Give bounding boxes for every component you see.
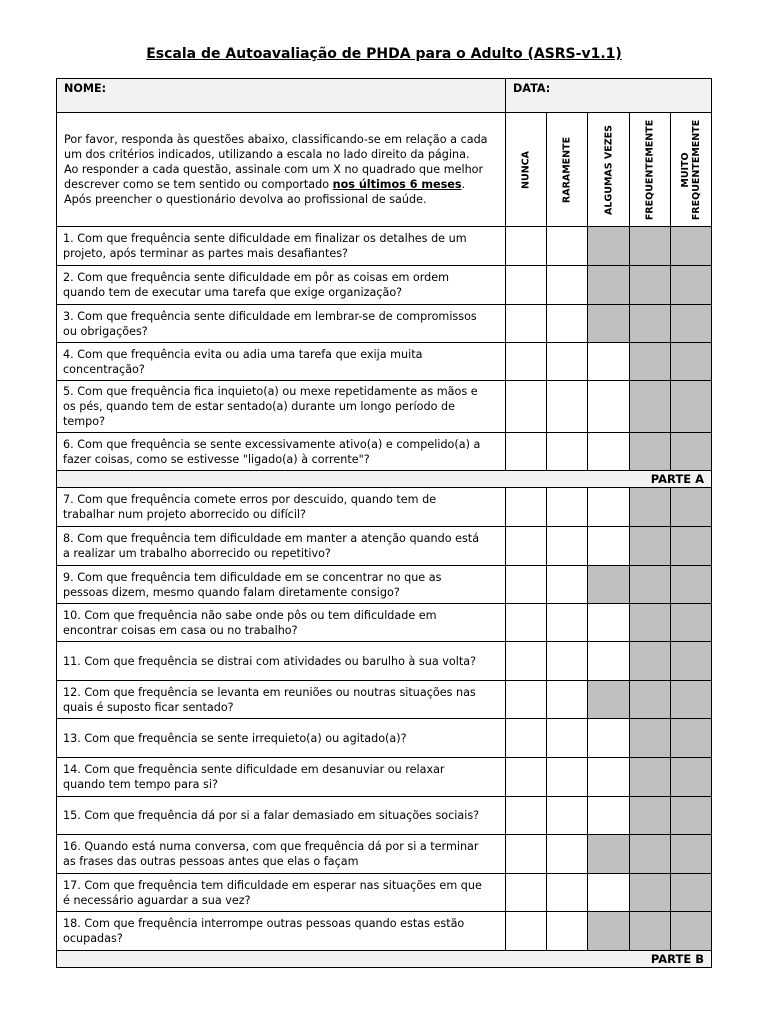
scale-header [506, 113, 547, 227]
scale-label: ALGUMAS VEZES [603, 124, 614, 215]
answer-box[interactable] [547, 566, 588, 604]
question-line: fazer coisas, como se estivesse "ligado(a) à corrente"? [63, 452, 370, 466]
period-emphasis: nos últimos 6 meses [332, 178, 462, 191]
scale-label: MUITO [680, 151, 691, 188]
answer-box[interactable] [588, 758, 630, 797]
part-label: PARTE A [57, 471, 712, 488]
answer-box-shaded[interactable] [630, 566, 671, 604]
question-text [57, 642, 506, 681]
answer-box-shaded[interactable] [630, 681, 671, 719]
question-line: 17. Com que frequência tem dificuldade em esperar nas situações em que [63, 878, 482, 892]
question-text [57, 912, 506, 951]
instructions-line: Por favor, responda às questões abaixo, classificando-se em relação a cada [64, 133, 488, 146]
answer-box-shaded[interactable] [630, 719, 671, 758]
answer-box[interactable] [547, 266, 588, 305]
question-line: pessoas dizem, mesmo quando falam diretamente consigo? [63, 585, 400, 599]
name-label: NOME: [64, 82, 107, 95]
answer-box-shaded[interactable] [630, 527, 671, 566]
question-line: 6. Com que frequência se sente excessivamente ativo(a) e compelido(a) a [63, 437, 481, 451]
question-line: ou obrigações? [63, 324, 148, 338]
answer-box[interactable] [547, 305, 588, 343]
answer-box-shaded[interactable] [630, 835, 671, 874]
answer-box[interactable] [547, 874, 588, 912]
answer-box[interactable] [588, 527, 630, 566]
question-line: 5. Com que frequência fica inquieto(a) ou mexe repetidamente as mãos e [63, 385, 478, 398]
answer-box-shaded[interactable] [630, 343, 671, 381]
question-row [57, 912, 712, 951]
answer-box-shaded[interactable] [630, 488, 671, 527]
instructions-line: Ao responder a cada questão, assinale com um X no quadrado que melhor [64, 163, 484, 176]
answer-box-shaded[interactable] [630, 874, 671, 912]
answer-box-shaded[interactable] [588, 305, 630, 343]
question-line: 13. Com que frequência se sente irrequieto(a) ou agitado(a)? [63, 731, 407, 745]
question-text [57, 305, 506, 343]
question-line: 14. Com que frequência sente dificuldade em desanuviar ou relaxar [63, 763, 445, 776]
answer-box-shaded[interactable] [588, 566, 630, 604]
answer-box[interactable] [547, 381, 588, 433]
question-text [57, 527, 506, 566]
question-row [57, 343, 712, 381]
answer-box-shaded[interactable] [671, 381, 712, 433]
answer-box[interactable] [547, 835, 588, 874]
answer-box[interactable] [547, 758, 588, 797]
answer-box-shaded[interactable] [671, 305, 712, 343]
question-text [57, 488, 506, 527]
question-row [57, 604, 712, 642]
answer-box-shaded[interactable] [671, 835, 712, 874]
instructions-line: um dos critérios indicados, utilizando a escala no lado direito da página. [64, 148, 470, 161]
answer-box[interactable] [588, 433, 630, 471]
question-line: 10. Com que frequência não sabe onde pôs ou tem dificuldade em [63, 608, 437, 622]
answer-box[interactable] [506, 797, 547, 835]
answer-box[interactable] [547, 227, 588, 266]
question-text [57, 874, 506, 912]
question-line: 16. Quando está numa conversa, com que frequência dá por si a terminar [63, 840, 479, 853]
answer-box[interactable] [506, 227, 547, 266]
answer-box[interactable] [506, 874, 547, 912]
question-line: 12. Com que frequência se levanta em reuniões ou noutras situações nas [63, 685, 476, 699]
question-line: 2. Com que frequência sente dificuldade em pôr as coisas em ordem [63, 271, 450, 284]
answer-box[interactable] [506, 835, 547, 874]
answer-box[interactable] [506, 343, 547, 381]
question-line: ocupadas? [63, 932, 123, 945]
question-row [57, 758, 712, 797]
answer-box[interactable] [588, 488, 630, 527]
answer-box-shaded[interactable] [671, 874, 712, 912]
answer-box[interactable] [547, 797, 588, 835]
answer-box-shaded[interactable] [630, 305, 671, 343]
answer-box[interactable] [588, 874, 630, 912]
answer-box-shaded[interactable] [630, 227, 671, 266]
question-line: as frases das outras pessoas antes que elas o façam [63, 855, 359, 868]
question-line: 15. Com que frequência dá por si a falar demasiado em situações sociais? [63, 809, 480, 822]
question-text [57, 266, 506, 305]
answer-box[interactable] [588, 343, 630, 381]
question-row [57, 797, 712, 835]
question-line: 18. Com que frequência interrompe outras pessoas quando estas estão [63, 917, 465, 930]
answer-box-shaded[interactable] [630, 758, 671, 797]
answer-box-shaded[interactable] [630, 604, 671, 642]
answer-box-shaded[interactable] [588, 266, 630, 305]
answer-box[interactable] [506, 527, 547, 566]
scale-label: FREQUENTEMENTE [691, 119, 702, 220]
answer-box[interactable] [588, 381, 630, 433]
scale-label: RARAMENTE [561, 136, 573, 203]
question-row [57, 681, 712, 719]
answer-box[interactable] [506, 433, 547, 471]
question-row [57, 835, 712, 874]
answer-box[interactable] [547, 343, 588, 381]
answer-box-shaded[interactable] [671, 604, 712, 642]
question-row [57, 488, 712, 527]
answer-box-shaded[interactable] [671, 488, 712, 527]
answer-box-shaded[interactable] [630, 642, 671, 681]
answer-box[interactable] [588, 604, 630, 642]
answer-box[interactable] [547, 681, 588, 719]
question-line: tempo? [63, 415, 106, 428]
scale-label: NUNCA [520, 150, 532, 189]
answer-box-shaded[interactable] [588, 912, 630, 951]
question-row [57, 227, 712, 266]
answer-box[interactable] [588, 719, 630, 758]
question-row [57, 527, 712, 566]
answer-box[interactable] [588, 642, 630, 681]
instructions-line: descrever como se tem sentido ou comportado nos últimos 6 meses. [64, 178, 466, 191]
question-text [57, 797, 506, 835]
answer-box-shaded[interactable] [671, 527, 712, 566]
question-row [57, 566, 712, 604]
answer-box-shaded[interactable] [671, 433, 712, 471]
answer-box[interactable] [547, 488, 588, 527]
question-row [57, 642, 712, 681]
answer-box-shaded[interactable] [671, 797, 712, 835]
instructions-line: Após preencher o questionário devolva ao profissional de saúde. [64, 193, 427, 206]
answer-box[interactable] [547, 527, 588, 566]
question-line: a realizar um trabalho aborrecido ou repetitivo? [63, 547, 331, 560]
question-line: encontrar coisas em casa ou no trabalho? [63, 623, 298, 637]
question-row [57, 433, 712, 471]
questionnaire-table [56, 78, 712, 968]
name-field[interactable] [57, 79, 506, 113]
date-label: DATA: [513, 82, 551, 95]
answer-box[interactable] [506, 681, 547, 719]
answer-box-shaded[interactable] [671, 912, 712, 951]
question-row [57, 266, 712, 305]
answer-box-shaded[interactable] [671, 758, 712, 797]
question-line: os pés, quando tem de estar sentado(a) durante um longo período de [63, 400, 455, 413]
question-row [57, 719, 712, 758]
answer-box-shaded[interactable] [630, 381, 671, 433]
question-row [57, 381, 712, 433]
question-line: 8. Com que frequência tem dificuldade em manter a atenção quando está [63, 532, 480, 545]
question-text [57, 566, 506, 604]
scale-header [630, 113, 671, 227]
question-text [57, 719, 506, 758]
answer-box[interactable] [547, 642, 588, 681]
question-line: trabalhar num projeto aborrecido ou difícil? [63, 508, 306, 521]
question-line: 7. Com que frequência comete erros por descuido, quando tem de [63, 493, 437, 506]
answer-box[interactable] [588, 797, 630, 835]
question-line: é necessário aguardar a sua vez? [63, 893, 251, 907]
scale-header [588, 113, 630, 227]
answer-box[interactable] [547, 719, 588, 758]
answer-box-shaded[interactable] [630, 433, 671, 471]
question-line: quando tem tempo para si? [63, 778, 218, 791]
instructions [57, 113, 506, 227]
scale-header [671, 113, 712, 227]
answer-box[interactable] [506, 305, 547, 343]
answer-box-shaded[interactable] [630, 797, 671, 835]
answer-box[interactable] [506, 912, 547, 951]
answer-box[interactable] [506, 642, 547, 681]
answer-box[interactable] [547, 604, 588, 642]
answer-box-shaded[interactable] [671, 681, 712, 719]
answer-box-shaded[interactable] [671, 227, 712, 266]
answer-box[interactable] [506, 488, 547, 527]
answer-box-shaded[interactable] [630, 912, 671, 951]
answer-box[interactable] [547, 912, 588, 951]
answer-box-shaded[interactable] [588, 227, 630, 266]
date-field[interactable] [506, 79, 712, 113]
answer-box[interactable] [506, 758, 547, 797]
page-title: Escala de Autoavaliação de PHDA para o Adulto (ASRS-v1.1) [146, 46, 622, 62]
question-text [57, 227, 506, 266]
question-line: projeto, após terminar as partes mais desafiantes? [63, 247, 348, 260]
question-text [57, 381, 506, 433]
question-line: 11. Com que frequência se distrai com atividades ou barulho à sua volta? [63, 654, 477, 668]
answer-box-shaded[interactable] [630, 266, 671, 305]
answer-box[interactable] [506, 719, 547, 758]
answer-box-shaded[interactable] [671, 566, 712, 604]
answer-box[interactable] [506, 266, 547, 305]
question-line: 4. Com que frequência evita ou adia uma tarefa que exija muita [63, 347, 423, 361]
answer-box[interactable] [506, 381, 547, 433]
question-text [57, 835, 506, 874]
question-line: concentração? [63, 362, 145, 376]
question-text [57, 433, 506, 471]
question-line: 1. Com que frequência sente dificuldade em finalizar os detalhes de um [63, 232, 467, 245]
answer-box-shaded[interactable] [588, 835, 630, 874]
answer-box-shaded[interactable] [671, 719, 712, 758]
question-row [57, 305, 712, 343]
answer-box[interactable] [506, 566, 547, 604]
scale-header [547, 113, 588, 227]
question-line: quais é suposto ficar sentado? [63, 700, 234, 714]
answer-box-shaded[interactable] [671, 266, 712, 305]
question-line: 3. Com que frequência sente dificuldade em lembrar-se de compromissos [63, 309, 477, 323]
answer-box[interactable] [506, 604, 547, 642]
question-row [57, 874, 712, 912]
answer-box-shaded[interactable] [671, 343, 712, 381]
answer-box-shaded[interactable] [671, 642, 712, 681]
question-line: quando tem de executar uma tarefa que exige organização? [63, 286, 403, 299]
question-text [57, 343, 506, 381]
answer-box-shaded[interactable] [588, 681, 630, 719]
question-text [57, 758, 506, 797]
question-line: 9. Com que frequência tem dificuldade em se concentrar no que as [63, 570, 442, 584]
question-text [57, 681, 506, 719]
answer-box[interactable] [547, 433, 588, 471]
scale-label: FREQUENTEMENTE [644, 119, 656, 220]
part-label: PARTE B [57, 951, 712, 968]
question-text [57, 604, 506, 642]
